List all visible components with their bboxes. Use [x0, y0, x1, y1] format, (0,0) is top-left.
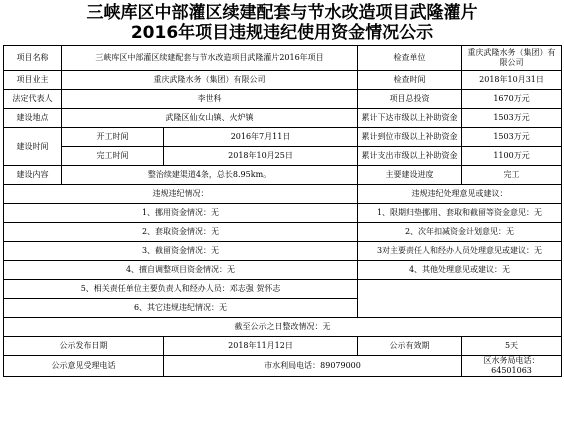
cum-subsidy-label: 累计下达市级以上补助资金 [358, 109, 462, 128]
violation-item-4: 4、擅自调整项目资金情况：无 [4, 261, 358, 280]
legal-rep: 李世科 [62, 90, 358, 109]
total-investment: 1670万元 [462, 90, 562, 109]
valid-period-label: 公示有效期 [358, 337, 462, 356]
cum-spent-label: 累计支出市级以上补助资金 [358, 147, 462, 166]
violation-item-2: 2、套取资金情况：无 [4, 223, 358, 242]
inspection-unit: 重庆武隆水务（集团）有限公司 [462, 46, 562, 71]
inspection-unit-label: 检查单位 [358, 46, 462, 71]
suggestion-item-4: 4、其他处理意见或建议：无 [358, 261, 562, 280]
disclosure-table [3, 45, 562, 377]
cum-spent: 1100万元 [462, 147, 562, 166]
phone-water-bureau: 市水利局电话：89079000 [164, 356, 462, 377]
violation-item-5: 5、相关责任单位主要负责人和经办人员：邓志强 贺怀志 [4, 280, 358, 299]
legal-rep-label: 法定代表人 [4, 90, 62, 109]
progress: 完工 [462, 166, 562, 185]
phone-district-bureau: 区水务局电话：64501063 [462, 356, 562, 377]
cum-subsidy: 1503万元 [462, 109, 562, 128]
cum-arrived: 1503万元 [462, 128, 562, 147]
owner-label: 项目业主 [4, 71, 62, 90]
phone-label: 公示意见受理电话 [4, 356, 164, 377]
violation-item-3: 3、截留资金情况：无 [4, 242, 358, 261]
location: 武隆区仙女山镇、火炉镇 [62, 109, 358, 128]
title-line-1: 三峡库区中部灌区续建配套与节水改造项目武隆灌片 [86, 3, 478, 23]
project-name-label: 项目名称 [4, 46, 62, 71]
rectification-status: 截至公示之日整改情况：无 [4, 318, 562, 337]
content: 整治续建渠道4条，总长8.95km。 [62, 166, 358, 185]
end-date: 2018年10月25日 [164, 147, 358, 166]
suggestion-item-1: 1、限期归垫挪用、套取和截留等资金意见：无 [358, 204, 562, 223]
suggestion-item-2: 2、次年扣减资金计划意见：无 [358, 223, 562, 242]
location-label: 建设地点 [4, 109, 62, 128]
start-label: 开工时间 [62, 128, 164, 147]
end-label: 完工时间 [62, 147, 164, 166]
start-date: 2016年7月11日 [164, 128, 358, 147]
suggestion-header: 违规违纪处理意见或建议： [358, 185, 562, 204]
violation-item-1: 1、挪用资金情况：无 [4, 204, 358, 223]
total-investment-label: 项目总投资 [358, 90, 462, 109]
suggestion-item-3: 3对主要责任人和经办人员处理意见或建议：无 [358, 242, 562, 261]
valid-period: 5天 [462, 337, 562, 356]
check-time-label: 检查时间 [358, 71, 462, 90]
progress-label: 主要建设进度 [358, 166, 462, 185]
violation-header: 违规违纪情况： [4, 185, 358, 204]
project-name: 三峡库区中部灌区续建配套与节水改造项目武隆灌片2016年项目 [62, 46, 358, 71]
title-line-2: 2016年项目违规违纪使用资金情况公示 [130, 23, 434, 43]
publish-date-label: 公示发布日期 [4, 337, 164, 356]
violation-item-6: 6、其它违规违纪情况：无 [4, 299, 358, 318]
suggestion-blank [358, 280, 562, 318]
publish-date: 2018年11月12日 [164, 337, 358, 356]
cum-arrived-label: 累计到位市级以上补助资金 [358, 128, 462, 147]
content-label: 建设内容 [4, 166, 62, 185]
check-time: 2018年10月31日 [462, 71, 562, 90]
owner: 重庆武隆水务（集团）有限公司 [62, 71, 358, 90]
build-time-label: 建设时间 [4, 128, 62, 166]
